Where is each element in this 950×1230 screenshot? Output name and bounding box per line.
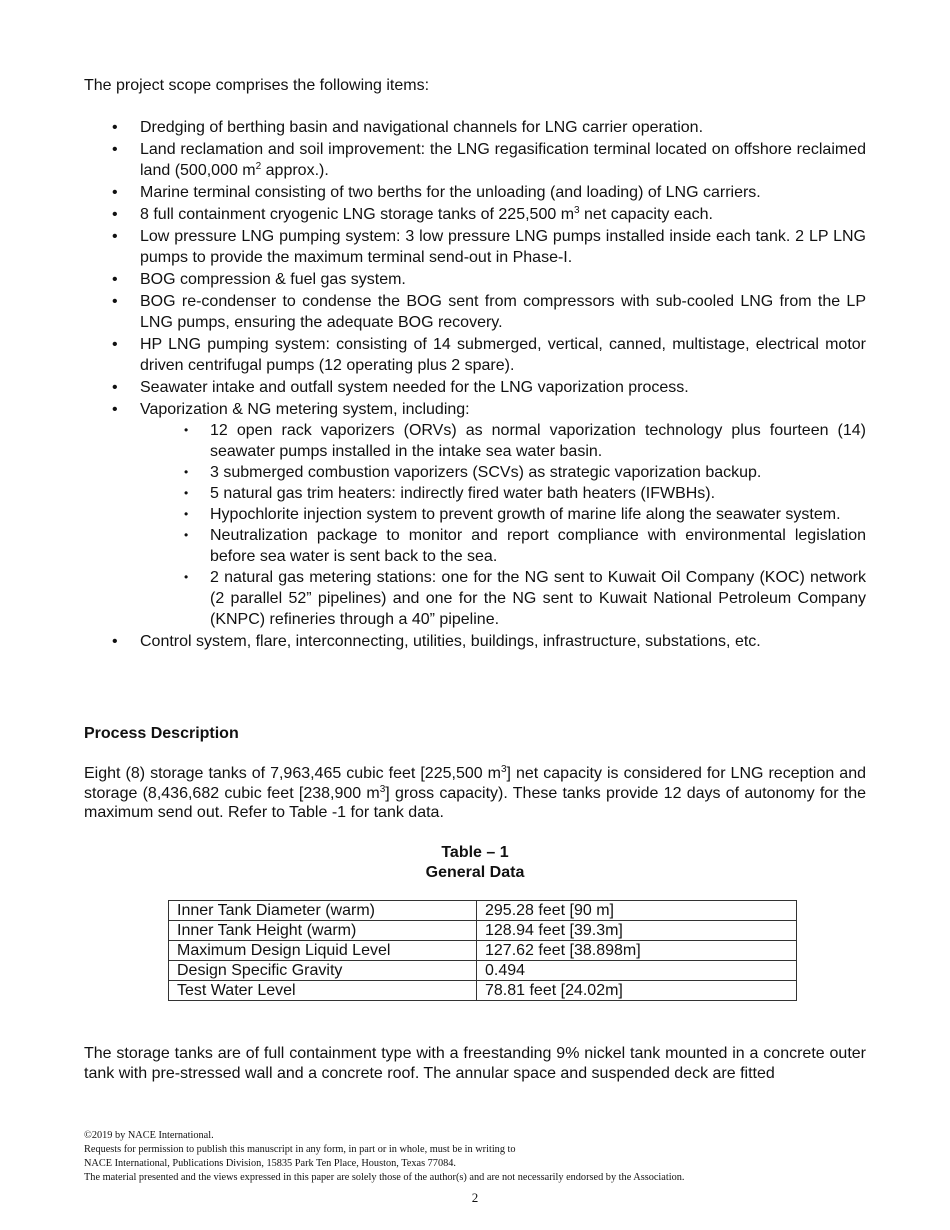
table-cell-value: 127.62 feet [38.898m]	[477, 941, 797, 961]
list-item: • Land reclamation and soil improvement: the LNG regasification terminal located on offshore reclaimed land (500,000 $m^2$ approx.).	[84, 139, 866, 181]
table-cell-label: Inner Tank Height (warm)	[169, 921, 477, 941]
vaporization-sublist	[140, 420, 866, 630]
table-caption	[84, 843, 866, 882]
sub-list-item: • Hypochlorite injection system to prevent growth of marine life along the seawater system.	[140, 504, 866, 525]
list-item: • HP LNG pumping system: consisting of 14 submerged, vertical, canned, multistage, electrical motor driven centrifugal pumps (12 operating plus 2 spare).	[84, 334, 866, 376]
sub-list-item: • 12 open rack vaporizers (ORVs) as normal vaporization technology plus fourteen (14) seawater pumps installed in the intake sea water basin.	[140, 420, 866, 462]
table-title: General Data	[425, 863, 525, 881]
table-row	[169, 981, 797, 1001]
sub-list-item: • 5 natural gas trim heaters: indirectly fired water bath heaters (IFWBHs).	[140, 483, 866, 504]
sub-list-item: • Neutralization package to monitor and report compliance with environmental legislation before sea water is sent back to the sea.	[140, 525, 866, 567]
footer	[84, 1129, 866, 1185]
list-item: • BOG re-condenser to condense the BOG sent from compressors with sub-cooled LNG from the LP LNG pumps, ensuring the adequate BOG recovery.	[84, 291, 866, 333]
process-paragraph: Eight (8) storage tanks of 7,963,465 cubic feet [225,500 $m^3$] net capacity is considered for LNG reception and storage (8,436,682 cubic feet [238,900 $m^3$] gross capacity). These tanks provide 12 days of autonomy for the maximum send out. Refer to Table -1 for tank data.	[84, 764, 867, 821]
table-row	[169, 901, 797, 921]
scope-intro: The project scope comprises the following items:	[84, 77, 430, 94]
list-item: • Vaporization & NG metering system, including: • 12 open rack vaporizers (ORVs) as normal vaporization technology plus fourteen (14) seawater pumps installed in the intake sea water basin. • 3 submerged combustion vaporizers (SCVs) as strategic vaporization backup. • 5 natural gas trim heaters: indirectly fired water bath heaters (IFWBHs). • Hypochlorite injection system to prevent growth of marine life along the seawater system. • Neutralization package to monitor and report compliance with environmental legislation before sea water is sent back to the sea. • 2 natural gas metering stations: one for the NG sent to Kuwait Oil Company (KOC) network (2 parallel 52” pipelines) and one for the NG sent to Kuwait National Petroleum Company (KNPC) refineries through a 40” pipeline.	[84, 399, 866, 630]
footer-line: Requests for permission to publish this manuscript in any form, in part or in whole, must be in writing to	[84, 1144, 516, 1155]
list-item: • Control system, flare, interconnecting, utilities, buildings, infrastructure, substations, etc.	[84, 631, 866, 652]
section-heading: Process Description	[84, 725, 239, 742]
scope-list	[84, 117, 866, 653]
general-data-table	[168, 900, 797, 1001]
table-cell-label: Design Specific Gravity	[169, 961, 477, 981]
footer-copyright: ©2019 by NACE International.	[84, 1130, 214, 1141]
table-cell-value: 128.94 feet [39.3m]	[477, 921, 797, 941]
list-item: • Marine terminal consisting of two berths for the unloading (and loading) of LNG carriers.	[84, 182, 866, 203]
footer-line: The material presented and the views expressed in this paper are solely those of the author(s) and are not necessarily endorsed by the Association.	[84, 1172, 685, 1183]
table-cell-value: 295.28 feet [90 m]	[477, 901, 797, 921]
list-item: • Seawater intake and outfall system needed for the LNG vaporization process.	[84, 377, 866, 398]
sub-list-item: • 2 natural gas metering stations: one for the NG sent to Kuwait Oil Company (KOC) network (2 parallel 52” pipelines) and one for the NG sent to Kuwait National Petroleum Company (KNPC) refineries through a 40” pipeline.	[140, 567, 866, 630]
table-row	[169, 941, 797, 961]
list-item: • Low pressure LNG pumping system: 3 low pressure LNG pumps installed inside each tank. 2 LP LNG pumps to provide the maximum terminal send-out in Phase-I.	[84, 226, 866, 268]
page-number: 2	[471, 1190, 479, 1205]
list-item: • 8 full containment cryogenic LNG storage tanks of 225,500 $m^3$ net capacity each.	[84, 204, 866, 225]
table-cell-value: 0.494	[477, 961, 797, 981]
table-number: Table – 1	[441, 844, 509, 861]
table-row	[169, 921, 797, 941]
table-cell-label: Maximum Design Liquid Level	[169, 941, 477, 961]
sub-list-item: • 3 submerged combustion vaporizers (SCVs) as strategic vaporization backup.	[140, 462, 866, 483]
table-cell-label: Test Water Level	[169, 981, 477, 1001]
footer-line: NACE International, Publications Division, 15835 Park Ten Place, Houston, Texas 77084.	[84, 1158, 456, 1169]
list-item: • Dredging of berthing basin and navigational channels for LNG carrier operation.	[84, 117, 866, 138]
storage-paragraph: The storage tanks are of full containment type with a freestanding 9% nickel tank mounted in a concrete outer tank with pre-stressed wall and a concrete roof. The annular space and suspended deck are fitted	[84, 1045, 866, 1082]
table-cell-value: 78.81 feet [24.02m]	[477, 981, 797, 1001]
table-cell-label: Inner Tank Diameter (warm)	[169, 901, 477, 921]
list-item: • BOG compression & fuel gas system.	[84, 269, 866, 290]
table-row	[169, 961, 797, 981]
